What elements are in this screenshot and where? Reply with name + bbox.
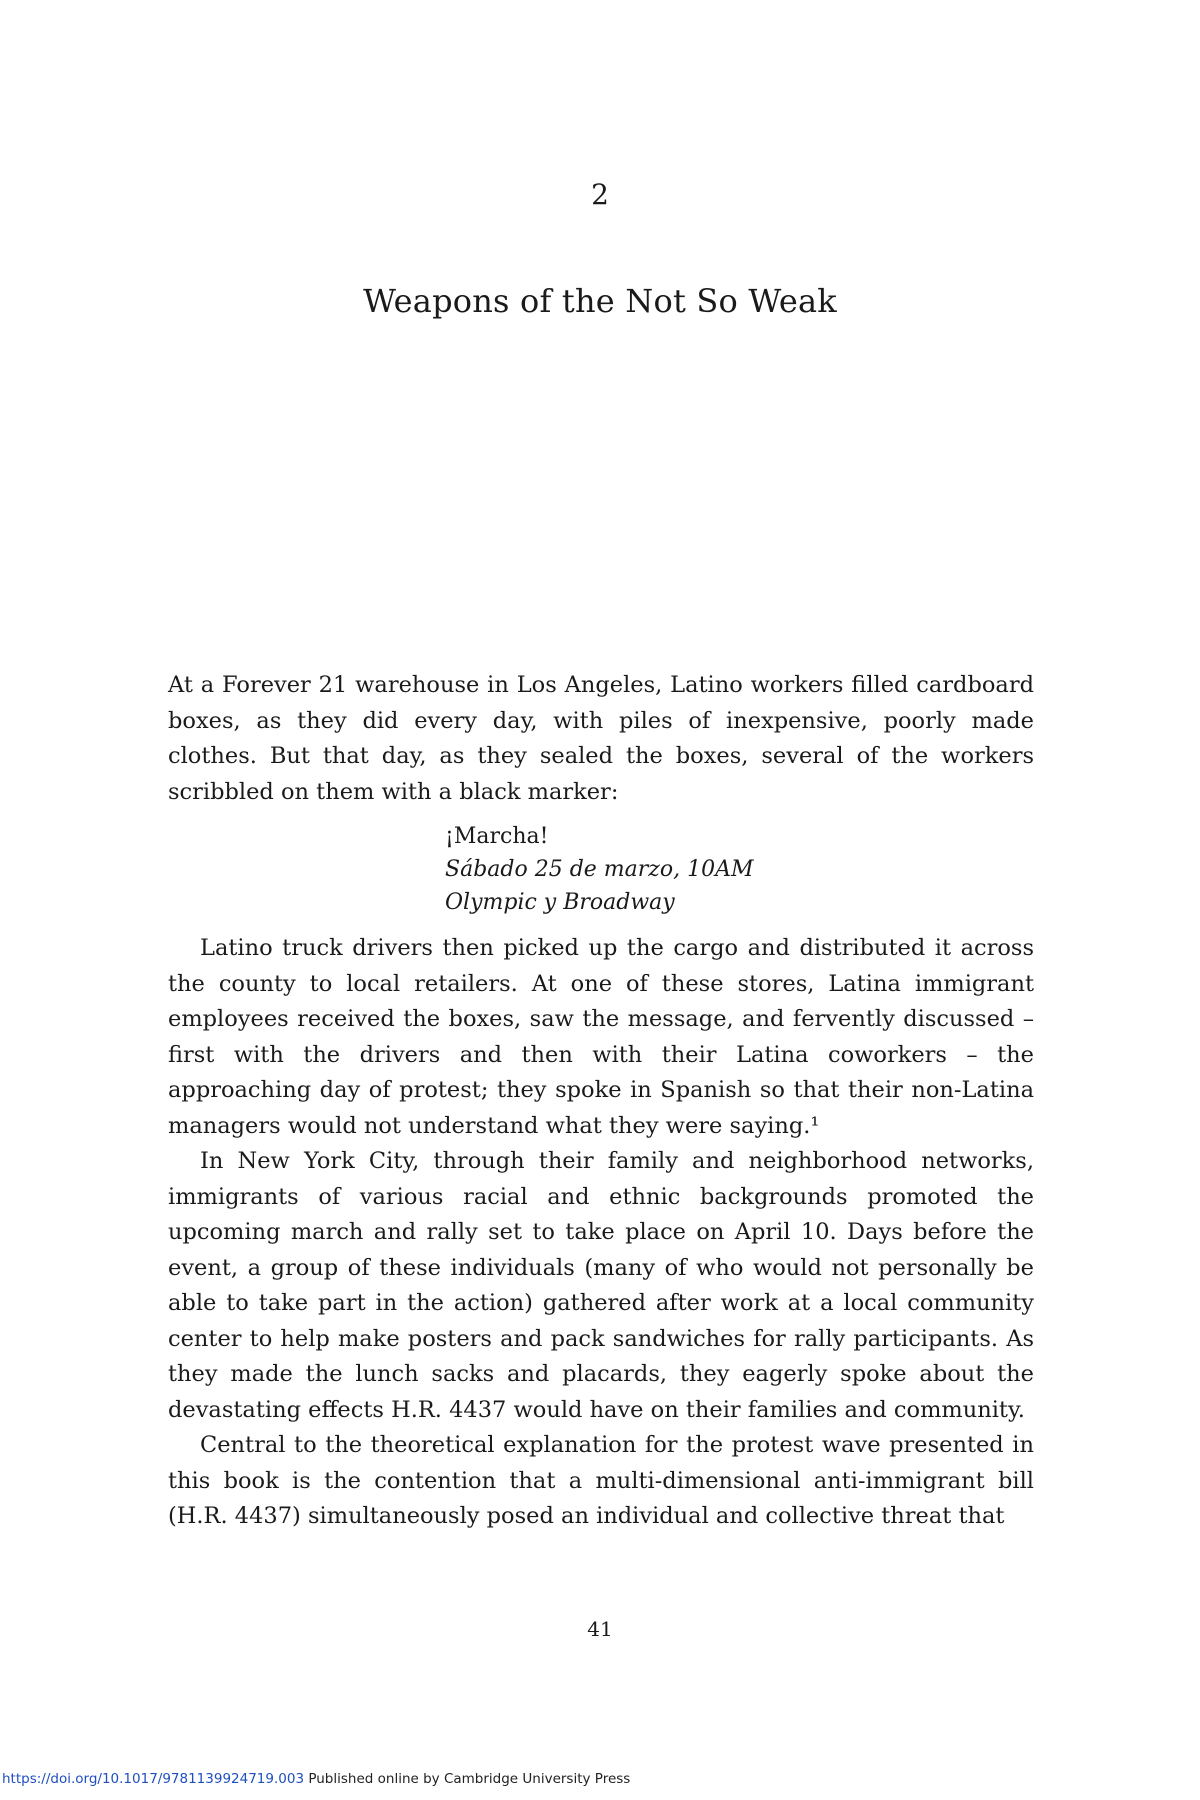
marker-message bbox=[445, 820, 1034, 919]
marker-line-3: Olympic y Broadway bbox=[445, 890, 675, 915]
doi-link[interactable]: https://doi.org/10.1017/9781139924719.003 bbox=[2, 1771, 305, 1787]
body-text bbox=[168, 668, 1034, 1535]
chapter-title: Weapons of the Not So Weak bbox=[363, 282, 837, 320]
paragraph-1: At a Forever 21 warehouse in Los Angeles, Latino workers filled cardboard boxes, as they did every day, with piles of inexpensive, poorly made clothes. But that day, as they sealed the boxes, several of the workers scribbled on them with a black marker: bbox=[168, 672, 1034, 805]
paragraph-2: Latino truck drivers then picked up the cargo and distributed it across the county to local retailers. At one of these stores, Latina immigrant employees received the boxes, saw the message, and fervently discussed – first with the drivers and then with their Latina coworkers – the approaching day of protest; they spoke in Spanish so that their non-Latina managers would not understand what they were saying.¹ bbox=[168, 935, 1034, 1139]
marker-line-2: Sábado 25 de marzo, 10AM bbox=[445, 857, 754, 882]
page-number: 41 bbox=[587, 1617, 613, 1641]
publisher-note: Published online by Cambridge University Press bbox=[304, 1771, 631, 1787]
paragraph-4: Central to the theoretical explanation for the protest wave presented in this book is the contention that a multi-dimensional anti-immigrant bill (H.R. 4437) simultaneously posed an individual and collective threat that bbox=[168, 1432, 1034, 1529]
footer bbox=[2, 1771, 630, 1787]
paragraph-3: In New York City, through their family and neighborhood networks, immigrants of various racial and ethnic backgrounds promoted the upcoming march and rally set to take place on April 10. Days before the event, a group of these individuals (many of who would not personally be able to take part in the action) gathered after work at a local community center to help make posters and pack sandwiches for rally participants. As they made the lunch sacks and placards, they eagerly spoke about the devastating effects H.R. 4437 would have on their families and community. bbox=[168, 1148, 1034, 1423]
chapter-number: 2 bbox=[591, 178, 609, 211]
marker-line-1: ¡Marcha! bbox=[445, 824, 549, 849]
